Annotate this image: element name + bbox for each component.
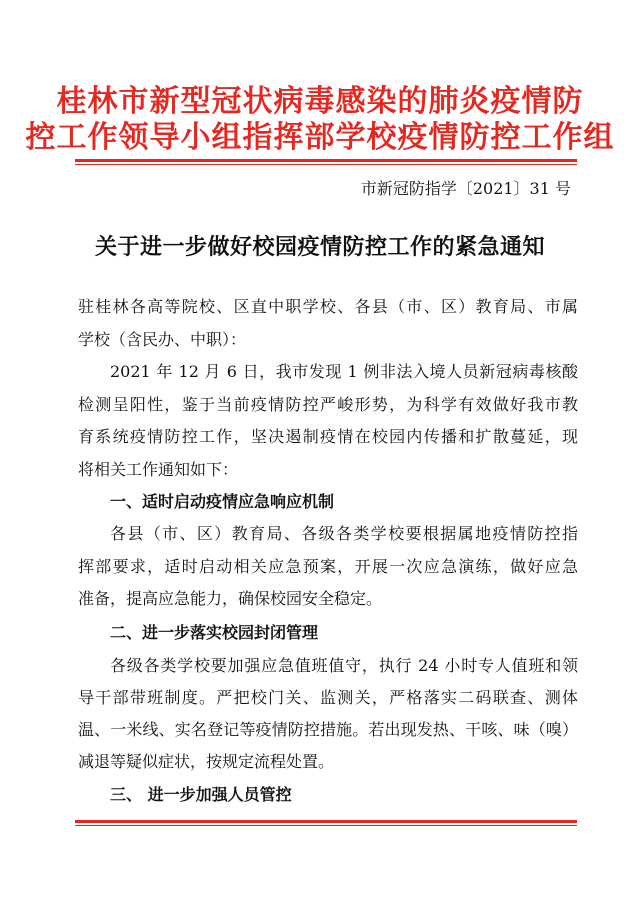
footer-red-rule-thick: [75, 820, 577, 823]
document-number: 市新冠防指学〔2021〕31 号: [360, 179, 571, 198]
footer-red-rule-thin: [75, 825, 577, 826]
addressee-line-2: 学校（含民办、中职）：: [78, 330, 247, 349]
section-2-line-1: 各级各类学校要加强应急值班值守，执行 24 小时专人值班和领: [110, 656, 578, 675]
section-1-line-3: 准备，提高应急能力，确保校园安全稳定。: [78, 589, 383, 608]
document-title: 关于进一步做好校园疫情防控工作的紧急通知: [94, 234, 545, 260]
section-2-heading: 二、进一步落实校园封闭管理: [110, 623, 319, 642]
issuer-title-line-2: 控工作领导小组指挥部学校疫情防控工作组: [25, 120, 615, 155]
issuer-title-line-1: 桂林市新型冠状病毒感染的肺炎疫情防: [56, 84, 584, 119]
section-2-line-4: 减退等疑似症状，按规定流程处置。: [78, 752, 335, 771]
addressee-line-1: 驻桂林各高等院校、区直中职学校、各县（市、区）教育局、市属: [78, 297, 578, 316]
section-1-heading: 一、适时启动疫情应急响应机制: [110, 492, 335, 511]
intro-line-1: 2021 年 12 月 6 日，我市发现 1 例非法入境人员新冠病毒核酸: [110, 362, 578, 381]
header-red-rule-thin: [75, 164, 577, 165]
header-red-rule-thick: [75, 159, 577, 162]
section-2-line-2: 导干部带班制度。严把校门关、监测关，严格落实二码联查、测体: [78, 688, 578, 707]
section-3-heading: 三、 进一步加强人员管控: [110, 785, 292, 804]
section-1-line-2: 挥部要求，适时启动相关应急预案，开展一次应急演练，做好应急: [78, 557, 578, 576]
section-1-line-1: 各县（市、区）教育局、各级各类学校要根据属地疫情防控指: [110, 524, 578, 543]
intro-line-3: 育系统疫情防控工作，坚决遏制疫情在校园内传播和扩散蔓延，现: [78, 427, 578, 446]
section-2-line-3: 温、一米线、实名登记等疫情防控措施。若出现发热、干咳、味（嗅）: [78, 720, 578, 739]
intro-line-4: 将相关工作通知如下：: [78, 460, 239, 479]
intro-line-2: 检测呈阳性，鉴于当前疫情防控严峻形势，为科学有效做好我市教: [78, 395, 578, 414]
